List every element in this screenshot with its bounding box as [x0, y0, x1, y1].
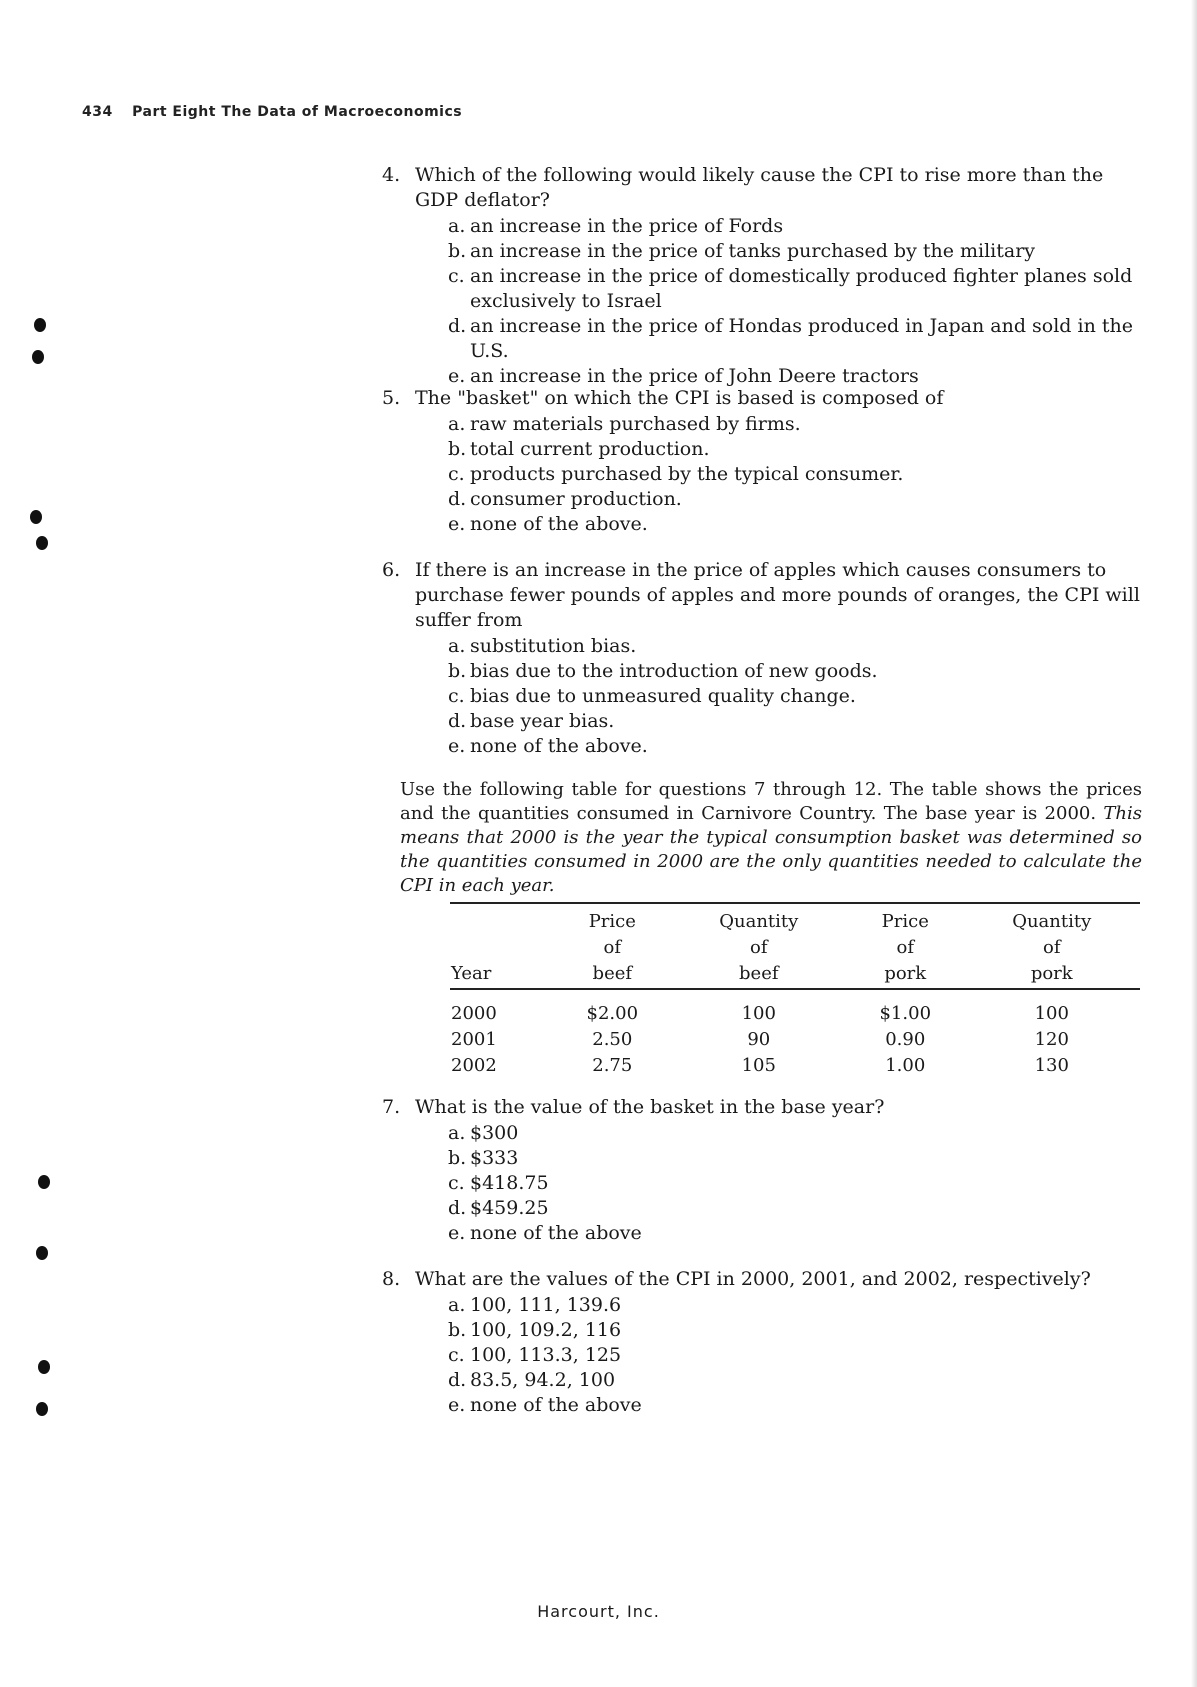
running-header: [82, 104, 462, 120]
option-text: an increase in the price of tanks purchased by the military: [470, 240, 1036, 262]
option-c: [448, 1343, 1140, 1368]
option-letter: c.: [448, 265, 465, 287]
table-cell: 2001: [451, 1029, 497, 1050]
table-cell: 130: [1034, 1055, 1069, 1076]
option-text: consumer production.: [470, 488, 682, 510]
intro-text: Use the following table for questions 7 through 12. The table shows the prices and the quantities consumed in Carnivore Country. The base year is 2000.: [400, 779, 1142, 824]
option-a: [448, 1293, 1140, 1318]
option-list: [415, 412, 1140, 537]
part-title: The Data of Macroeconomics: [221, 104, 463, 120]
binder-hole: [36, 1402, 48, 1416]
option-e: [448, 1393, 1140, 1418]
option-letter: d.: [448, 710, 467, 732]
option-text: products purchased by the typical consumer.: [470, 463, 904, 485]
table-cell: 100: [741, 1003, 776, 1024]
option-list: [415, 1293, 1140, 1418]
option-b: [448, 1146, 1140, 1171]
option-list: [415, 1121, 1140, 1246]
page-number: 434: [82, 104, 113, 120]
table-cell: $1.00: [879, 1003, 932, 1024]
option-text: $418.75: [470, 1172, 549, 1194]
option-letter: c.: [448, 463, 465, 485]
binder-hole: [32, 350, 44, 364]
option-a: [448, 412, 1140, 437]
option-letter: c.: [448, 1172, 465, 1194]
option-text: none of the above: [470, 1222, 642, 1244]
header-cell: pork: [964, 961, 1141, 989]
question-stem: Which of the following would likely cause the CPI to rise more than the GDP deflator?: [415, 164, 1104, 211]
option-e: [448, 734, 1140, 759]
option-text: 100, 109.2, 116: [470, 1319, 622, 1341]
option-c: [448, 1171, 1140, 1196]
option-letter: d.: [448, 315, 467, 337]
header-cell: of: [1043, 937, 1061, 958]
option-c: [448, 264, 1140, 314]
table-cell: 2.50: [592, 1029, 633, 1050]
option-letter: d.: [448, 1369, 467, 1391]
question-7: [382, 1095, 1140, 1246]
option-c: [448, 462, 1140, 487]
option-letter: a.: [448, 1122, 466, 1144]
option-d: [448, 1368, 1140, 1393]
header-cell: Price: [554, 903, 671, 935]
binder-hole: [38, 1175, 50, 1189]
table-cell: 105: [741, 1055, 776, 1076]
publisher-footer: Harcourt, Inc.: [537, 1602, 660, 1621]
table-cell: 2000: [451, 1003, 497, 1024]
option-list: [415, 214, 1140, 389]
option-text: an increase in the price of Hondas produced in Japan and sold in the U.S.: [470, 315, 1133, 362]
option-letter: d.: [448, 488, 467, 510]
option-text: $333: [470, 1147, 519, 1169]
question-number: 4.: [382, 164, 401, 186]
option-text: an increase in the price of domestically produced fighter planes sold exclusively to Israel: [470, 265, 1133, 312]
part-label: Part Eight: [132, 104, 216, 120]
option-text: none of the above.: [470, 735, 648, 757]
binder-hole: [36, 536, 48, 550]
option-a: [448, 214, 1140, 239]
header-cell: of: [896, 937, 914, 958]
option-b: [448, 1318, 1140, 1343]
option-letter: b.: [448, 1147, 467, 1169]
option-text: total current production.: [470, 438, 710, 460]
option-letter: e.: [448, 1394, 466, 1416]
option-a: [448, 1121, 1140, 1146]
question-number: 8.: [382, 1268, 401, 1290]
option-d: [448, 1196, 1140, 1221]
option-letter: a.: [448, 215, 466, 237]
question-6: [382, 558, 1140, 759]
option-letter: e.: [448, 365, 466, 387]
option-text: 100, 113.3, 125: [470, 1344, 622, 1366]
option-text: none of the above.: [470, 513, 648, 535]
table-cell: 1.00: [885, 1055, 926, 1076]
header-cell-year: Year: [450, 961, 554, 989]
binder-hole: [30, 510, 42, 524]
header-cell: beef: [671, 961, 847, 989]
option-letter: c.: [448, 685, 465, 707]
question-stem: The "basket" on which the CPI is based is composed of: [415, 387, 944, 409]
header-cell: of: [750, 937, 768, 958]
table-cell: 2002: [451, 1055, 497, 1076]
table-cell: 120: [1034, 1029, 1069, 1050]
option-d: [448, 487, 1140, 512]
option-letter: e.: [448, 1222, 466, 1244]
option-text: raw materials purchased by firms.: [470, 413, 801, 435]
question-5: [382, 386, 1140, 537]
option-letter: a.: [448, 1294, 466, 1316]
table-cell: $2.00: [586, 1003, 639, 1024]
option-letter: a.: [448, 635, 466, 657]
table-cell: 90: [747, 1029, 771, 1050]
option-text: 83.5, 94.2, 100: [470, 1369, 616, 1391]
table-cell: 2.75: [592, 1055, 633, 1076]
header-cell: of: [603, 937, 622, 958]
option-letter: b.: [448, 1319, 467, 1341]
binder-hole: [36, 1246, 48, 1260]
option-text: $459.25: [470, 1197, 549, 1219]
option-letter: e.: [448, 513, 466, 535]
question-stem: What are the values of the CPI in 2000, 2001, and 2002, respectively?: [415, 1268, 1091, 1290]
table-row: [450, 989, 1140, 1027]
binder-hole: [34, 318, 46, 332]
option-text: $300: [470, 1122, 519, 1144]
page-edge-shadow: [1191, 0, 1197, 1687]
option-c: [448, 684, 1140, 709]
option-text: bias due to unmeasured quality change.: [470, 685, 856, 707]
option-text: none of the above: [470, 1394, 642, 1416]
option-letter: c.: [448, 1344, 465, 1366]
option-text: 100, 111, 139.6: [470, 1294, 622, 1316]
header-cell: [450, 903, 554, 935]
option-letter: d.: [448, 1197, 467, 1219]
option-text: an increase in the price of Fords: [470, 215, 784, 237]
question-stem: If there is an increase in the price of apples which causes consumers to purchase fewer pounds of apples and more pounds of oranges, the CPI will suffer from: [415, 559, 1140, 631]
header-cell: [450, 935, 554, 961]
question-8: [382, 1267, 1140, 1418]
header-cell: pork: [847, 961, 964, 989]
header-cell: Quantity: [964, 903, 1141, 935]
question-4: [382, 163, 1140, 389]
option-b: [448, 659, 1140, 684]
option-b: [448, 239, 1140, 264]
option-letter: b.: [448, 660, 467, 682]
price-quantity-table: [450, 902, 1140, 1079]
option-e: [448, 512, 1140, 537]
table-intro-paragraph: [400, 778, 1142, 898]
intro-italic-text: This means that 2000 is the year the typical consumption basket was determined so the quantities consumed in 2000 are the only quantities needed to calculate the CPI in each year.: [400, 803, 1142, 896]
question-number: 6.: [382, 559, 401, 581]
header-cell: Quantity: [671, 903, 847, 935]
question-stem: What is the value of the basket in the base year?: [415, 1096, 885, 1118]
option-letter: b.: [448, 438, 467, 460]
option-list: [415, 634, 1140, 759]
table-cell: 0.90: [885, 1029, 926, 1050]
option-text: an increase in the price of John Deere tractors: [470, 365, 919, 387]
option-d: [448, 314, 1140, 364]
option-e: [448, 1221, 1140, 1246]
table-row: [450, 1053, 1140, 1079]
option-text: bias due to the introduction of new goods.: [470, 660, 878, 682]
option-b: [448, 437, 1140, 462]
option-letter: e.: [448, 735, 466, 757]
header-cell: Price: [847, 903, 964, 935]
question-number: 5.: [382, 387, 401, 409]
option-d: [448, 709, 1140, 734]
question-number: 7.: [382, 1096, 401, 1118]
header-cell: beef: [554, 961, 671, 989]
option-letter: b.: [448, 240, 467, 262]
binder-hole: [38, 1360, 50, 1374]
table-row: [450, 1027, 1140, 1053]
option-letter: a.: [448, 413, 466, 435]
option-text: base year bias.: [470, 710, 615, 732]
table-cell: 100: [1034, 1003, 1069, 1024]
option-text: substitution bias.: [470, 635, 637, 657]
option-a: [448, 634, 1140, 659]
